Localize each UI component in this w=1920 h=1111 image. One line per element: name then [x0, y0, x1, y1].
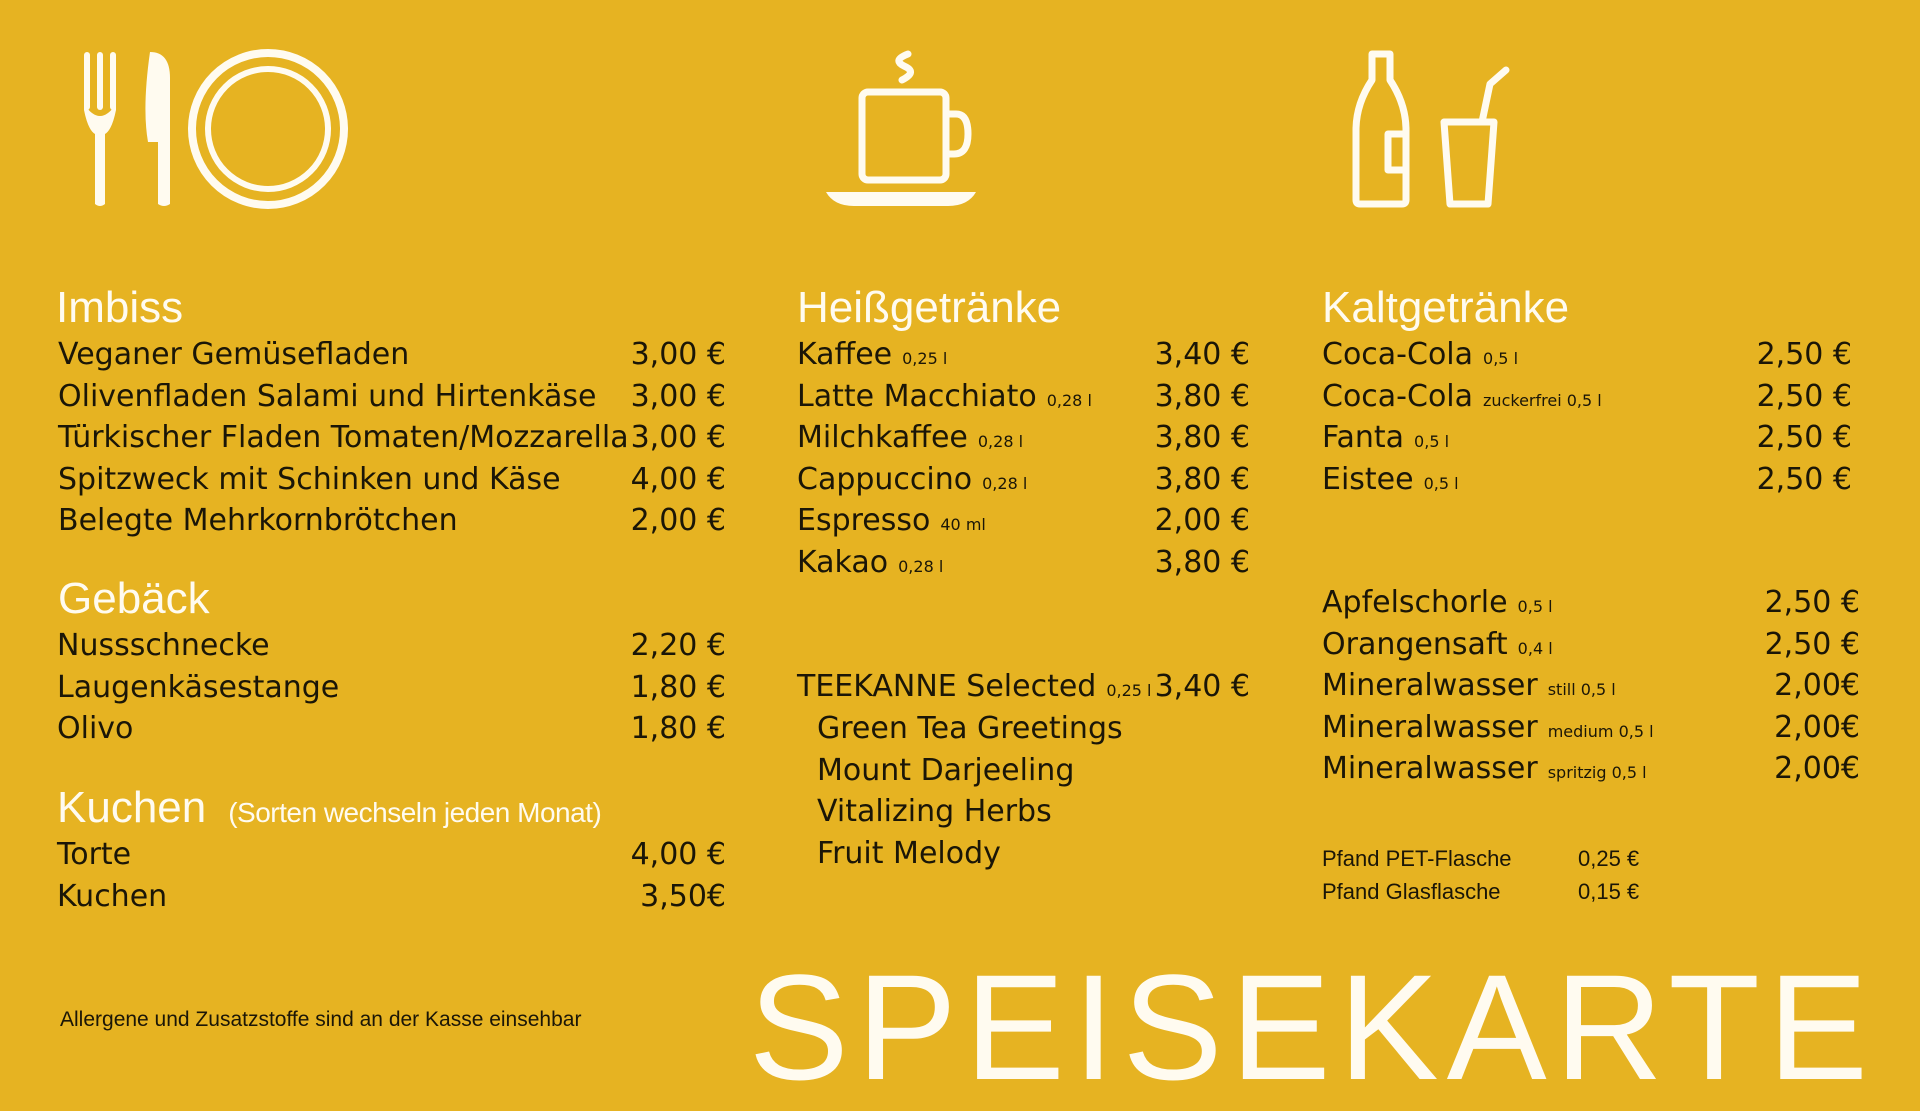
menu-item: [57, 667, 726, 708]
menu-item: [797, 500, 1250, 541]
item-price: 2,50 €: [1756, 337, 1852, 372]
item-name: Latte Macchiato: [797, 378, 1037, 414]
item-price: 4,00 €: [630, 837, 726, 872]
item-size: 0,25 l: [902, 349, 948, 368]
tea-sort-name: Green Tea Greetings: [817, 711, 1123, 746]
item-price: 2,00€: [1774, 751, 1860, 786]
item-name: Pfand PET-Flasche: [1322, 846, 1512, 871]
menu-item: [57, 876, 726, 917]
menu-item: [58, 417, 726, 458]
menu-item: [1322, 748, 1860, 789]
item-name: Cappuccino: [797, 461, 973, 497]
item-name: Kaffee: [797, 337, 893, 372]
tea-sort: [817, 833, 1217, 874]
item-name: Apfelschorle: [1322, 585, 1508, 620]
item-name: Eistee: [1322, 461, 1414, 497]
page-title: SPEISEKARTE: [748, 943, 1876, 1111]
menu-item: [797, 542, 1250, 583]
item-price: 3,40 €: [1154, 337, 1250, 372]
item-price: 3,80 €: [1154, 544, 1250, 580]
item-size: spritzig 0,5 l: [1547, 763, 1647, 782]
item-name: Coca-Cola: [1322, 337, 1474, 372]
tea-sort: [817, 750, 1217, 791]
deposit-item: [1322, 842, 1652, 875]
item-name: Kuchen: [57, 878, 168, 914]
item-name: Nussschnecke: [57, 628, 270, 663]
kuchen-heading: [57, 783, 601, 838]
item-size: 0,28 l: [982, 473, 1028, 493]
item-price: 1,80 €: [630, 711, 726, 746]
item-price: 3,00 €: [630, 378, 726, 414]
menu-item: [1322, 665, 1860, 706]
item-price: 2,50 €: [1756, 420, 1852, 455]
gebaeck-heading: Gebäck: [58, 574, 210, 623]
item-price: 2,00€: [1774, 668, 1860, 703]
tea-sort-name: Mount Darjeeling: [817, 752, 1075, 788]
allergen-note: Allergene und Zusatzstoffe sind an der Kasse einsehbar: [60, 1008, 582, 1031]
item-size: 0,5 l: [1483, 349, 1519, 368]
item-price: 2,50 €: [1756, 461, 1852, 497]
kuchen-title: Kuchen: [57, 783, 207, 832]
menu-item: [58, 334, 726, 375]
item-size: 0,28 l: [1046, 390, 1092, 410]
item-name: Olivo: [57, 711, 134, 746]
menu-item: [1322, 707, 1860, 748]
tea-sort: [817, 708, 1217, 749]
item-name: Belegte Mehrkornbrötchen: [58, 503, 458, 538]
item-size: 0,25 l: [1106, 681, 1152, 700]
fork-knife-plate-icon: [78, 48, 358, 210]
tea-sort-name: Vitalizing Herbs: [817, 794, 1052, 829]
item-name: TEEKANNE Selected: [797, 669, 1097, 704]
item-size: 40 ml: [940, 515, 986, 534]
item-price: 3,50€: [640, 878, 726, 914]
item-size: 0,5 l: [1517, 597, 1553, 616]
item-price: 2,50 €: [1764, 585, 1860, 620]
tea-sort-name: Fruit Melody: [817, 835, 1001, 871]
imbiss-heading: Imbiss: [56, 283, 184, 332]
menu-item: [58, 500, 726, 541]
item-price: 3,00 €: [630, 420, 726, 455]
item-name: Fanta: [1322, 420, 1405, 455]
item-name: Laugenkäsestange: [57, 669, 340, 705]
menu-item: [1322, 417, 1852, 458]
menu-item: [797, 376, 1250, 417]
item-name: Milchkaffee: [797, 420, 968, 455]
item-price: 4,00 €: [630, 461, 726, 497]
menu-item: [58, 376, 726, 417]
item-price: 3,40 €: [1154, 669, 1250, 704]
tea-sort: [817, 791, 1217, 832]
deposit-item: [1322, 875, 1652, 908]
item-price: 3,00 €: [630, 337, 726, 372]
item-name: Mineralwasser: [1322, 751, 1538, 786]
menu-item-tea: [797, 666, 1250, 707]
item-name: Veganer Gemüsefladen: [58, 337, 410, 372]
item-size: 0,28 l: [898, 556, 944, 576]
item-price: 2,50 €: [1764, 626, 1860, 662]
menu-item: [57, 625, 726, 666]
item-name: Mineralwasser: [1322, 668, 1538, 703]
item-size: medium 0,5 l: [1547, 721, 1654, 741]
item-price: 2,50 €: [1756, 378, 1852, 414]
item-name: Pfand Glasflasche: [1322, 879, 1501, 904]
item-price: 3,80 €: [1154, 420, 1250, 455]
menu-item: [1322, 624, 1860, 665]
item-name: Coca-Cola: [1322, 378, 1474, 414]
menu-item: [797, 459, 1250, 500]
item-price: 1,80 €: [630, 669, 726, 705]
menu-item: [797, 417, 1250, 458]
item-name: Orangensaft: [1322, 626, 1508, 662]
item-name: Türkischer Fladen Tomaten/Mozzarella: [58, 420, 629, 455]
item-price: 3,80 €: [1154, 461, 1250, 497]
item-name: Mineralwasser: [1322, 709, 1538, 745]
item-name: Olivenfladen Salami und Hirtenkäse: [58, 378, 597, 414]
menu-item: [57, 708, 726, 749]
bottle-glass-icon: [1350, 50, 1520, 210]
item-name: Espresso: [797, 503, 931, 538]
item-size: still 0,5 l: [1547, 680, 1616, 699]
item-size: 0,5 l: [1414, 432, 1450, 451]
item-size: 0,4 l: [1517, 638, 1553, 658]
kaltgetraenke-heading: Kaltgetränke: [1322, 283, 1570, 332]
menu-item: [1322, 459, 1852, 500]
item-price: 2,20 €: [630, 628, 726, 663]
item-price: 2,00 €: [1154, 503, 1250, 538]
item-price: 0,25 €: [1578, 846, 1640, 871]
item-price: 3,80 €: [1154, 378, 1250, 414]
menu-item: [797, 334, 1250, 375]
item-price: 2,00 €: [630, 503, 726, 538]
menu-item: [1322, 582, 1860, 623]
item-size: 0,28 l: [977, 432, 1024, 451]
item-size: zuckerfrei 0,5 l: [1483, 390, 1602, 410]
item-name: Spitzweck mit Schinken und Käse: [58, 461, 561, 497]
coffee-cup-icon: [826, 50, 980, 210]
item-size: 0,5 l: [1423, 473, 1459, 493]
kuchen-note: (Sorten wechseln jeden Monat): [228, 797, 602, 828]
menu-item: [57, 834, 726, 875]
item-name: Kakao: [797, 544, 889, 580]
menu-item: [1322, 376, 1852, 417]
item-price: 0,15 €: [1578, 879, 1640, 904]
menu-item: [1322, 334, 1852, 375]
item-name: Torte: [57, 837, 132, 872]
heissgetraenke-heading: Heißgetränke: [797, 283, 1062, 332]
item-price: 2,00€: [1774, 709, 1860, 745]
menu-item: [58, 459, 726, 500]
